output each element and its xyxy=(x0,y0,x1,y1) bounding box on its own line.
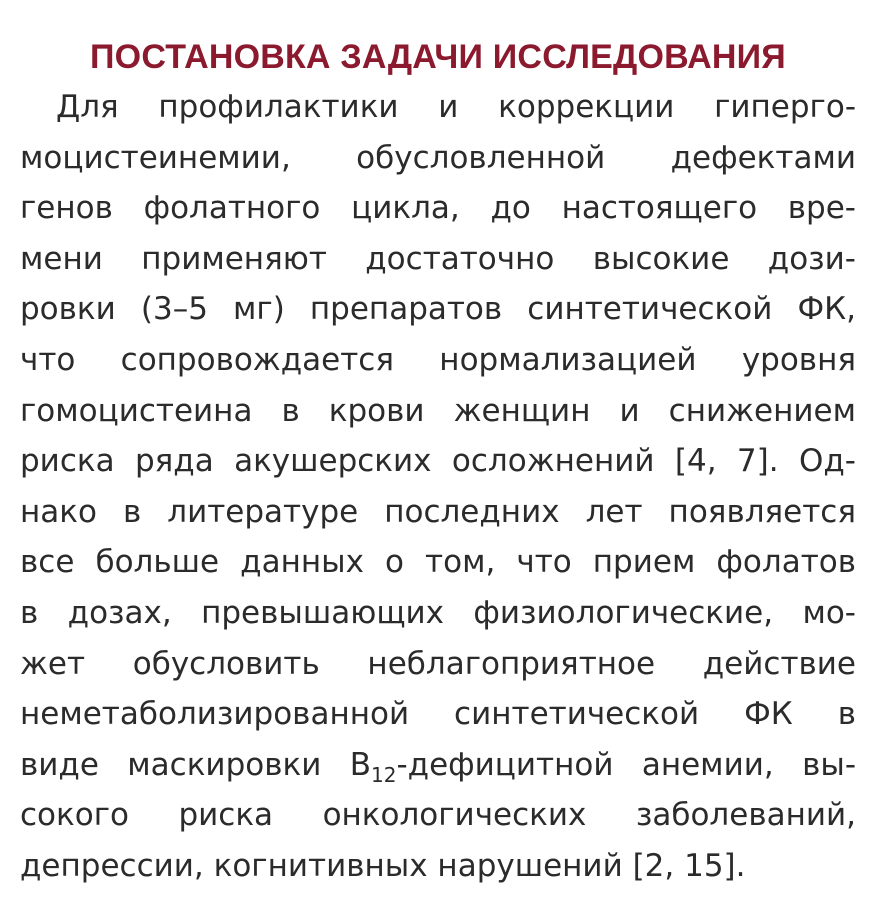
text-line: мени применяют достаточно высокие дози- xyxy=(20,240,856,277)
body-paragraph xyxy=(20,82,856,892)
text-line: ровки (3–5 мг) препаратов синтетической ФК, xyxy=(20,291,856,328)
text-line: генов фолатного цикла, до настоящего вре- xyxy=(20,190,856,227)
text-line: гомоцистеина в крови женщин и снижением xyxy=(20,392,856,429)
text-line-with-subscript xyxy=(20,740,856,791)
text-fragment: -дефицитной анемии, вы- xyxy=(396,746,857,783)
text-line: сокого риска онкологических заболеваний, xyxy=(20,797,856,834)
text-line: моцистеинемии, обусловленной дефектами xyxy=(20,139,856,176)
text-line: все больше данных о том, что прием фолатов xyxy=(20,544,856,581)
text-line: жет обусловить неблагоприятное действие xyxy=(20,645,856,682)
text-line: риска ряда акушерских осложнений [4, 7]. Од- xyxy=(20,443,856,480)
article-section xyxy=(20,32,856,892)
text-line: Для профилактики и коррекции гиперго- xyxy=(56,89,856,125)
section-heading: ПОСТАНОВКА ЗАДАЧИ ИССЛЕДОВАНИЯ xyxy=(90,38,786,76)
text-line: депрессии, когнитивных нарушений [2, 15]. xyxy=(20,847,746,884)
text-line: в дозах, превышающих физиологические, мо- xyxy=(20,594,856,631)
text-fragment: виде маскировки В xyxy=(20,746,371,783)
text-line: нако в литературе последних лет появляется xyxy=(20,493,856,530)
text-line: что сопровождается нормализацией уровня xyxy=(20,341,856,378)
subscript-12: 12 xyxy=(371,762,397,787)
text-line: неметаболизированной синтетической ФК в xyxy=(20,696,856,733)
